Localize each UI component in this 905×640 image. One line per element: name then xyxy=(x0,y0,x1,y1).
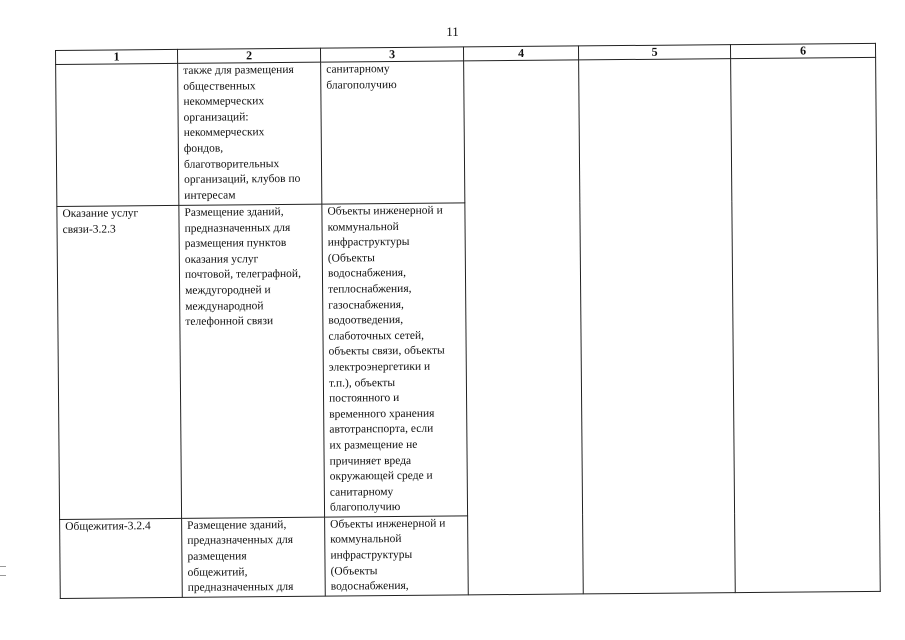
row-name-text: Оказание услуг связи-3.2.3 xyxy=(62,207,139,236)
row-name-cell xyxy=(60,518,183,598)
regulations-table xyxy=(55,43,881,599)
row-description-cell xyxy=(182,517,326,597)
row-objects-cell xyxy=(322,203,468,517)
row-objects-text: Объекты инженерной и коммунальной инфраструктуры (Объекты водоснабжения, теплоснабжения, газоснабжения, водоотведения, слаботочных сетей, объекты связи, объекты электроэнергетики и т.п.), объекты постоянного и временного хранения автотранспорта, если их размещение не причиняет вреда окружающей среде и санитарному благополучию xyxy=(327,204,445,514)
row-description-text: Размещение зданий, предназначенных для размещения общежитий, предназначенных для xyxy=(187,518,294,595)
column-header-1: 1 xyxy=(56,49,178,64)
row-name-cell xyxy=(56,63,179,206)
column-header-2: 2 xyxy=(177,48,320,63)
column-header-5: 5 xyxy=(578,45,730,60)
row-name-cell xyxy=(57,205,182,519)
column-header-3: 3 xyxy=(320,47,463,62)
row-description-cell xyxy=(178,62,322,205)
page-number: 11 xyxy=(446,24,459,39)
row-description-text: также для размещения общественных некоммерческих организаций: некоммерческих фондов, благотворительных организаций, клубов по интересам xyxy=(183,63,301,202)
column-4-cell xyxy=(464,60,584,595)
column-header-6: 6 xyxy=(730,43,875,58)
row-objects-cell xyxy=(321,61,465,204)
row-objects-cell xyxy=(325,516,469,596)
table-row xyxy=(56,57,877,206)
column-header-4: 4 xyxy=(463,46,578,61)
row-name-text: Общежития-3.2.4 xyxy=(65,520,151,533)
scan-margin-mark xyxy=(0,566,6,576)
column-6-cell xyxy=(731,57,881,592)
row-objects-text: Объекты инженерной и коммунальной инфраструктуры (Объекты водоснабжения, xyxy=(330,517,446,593)
row-objects-text: санитарному благополучию xyxy=(326,63,397,92)
row-description-text: Размещение зданий, предназначенных для размещения пунктов оказания услуг почтовой, телеграфной, междугородней и международной телефонной связи xyxy=(184,206,301,329)
column-5-cell xyxy=(579,59,736,594)
row-description-cell xyxy=(179,204,325,518)
row-name-text xyxy=(61,64,174,65)
